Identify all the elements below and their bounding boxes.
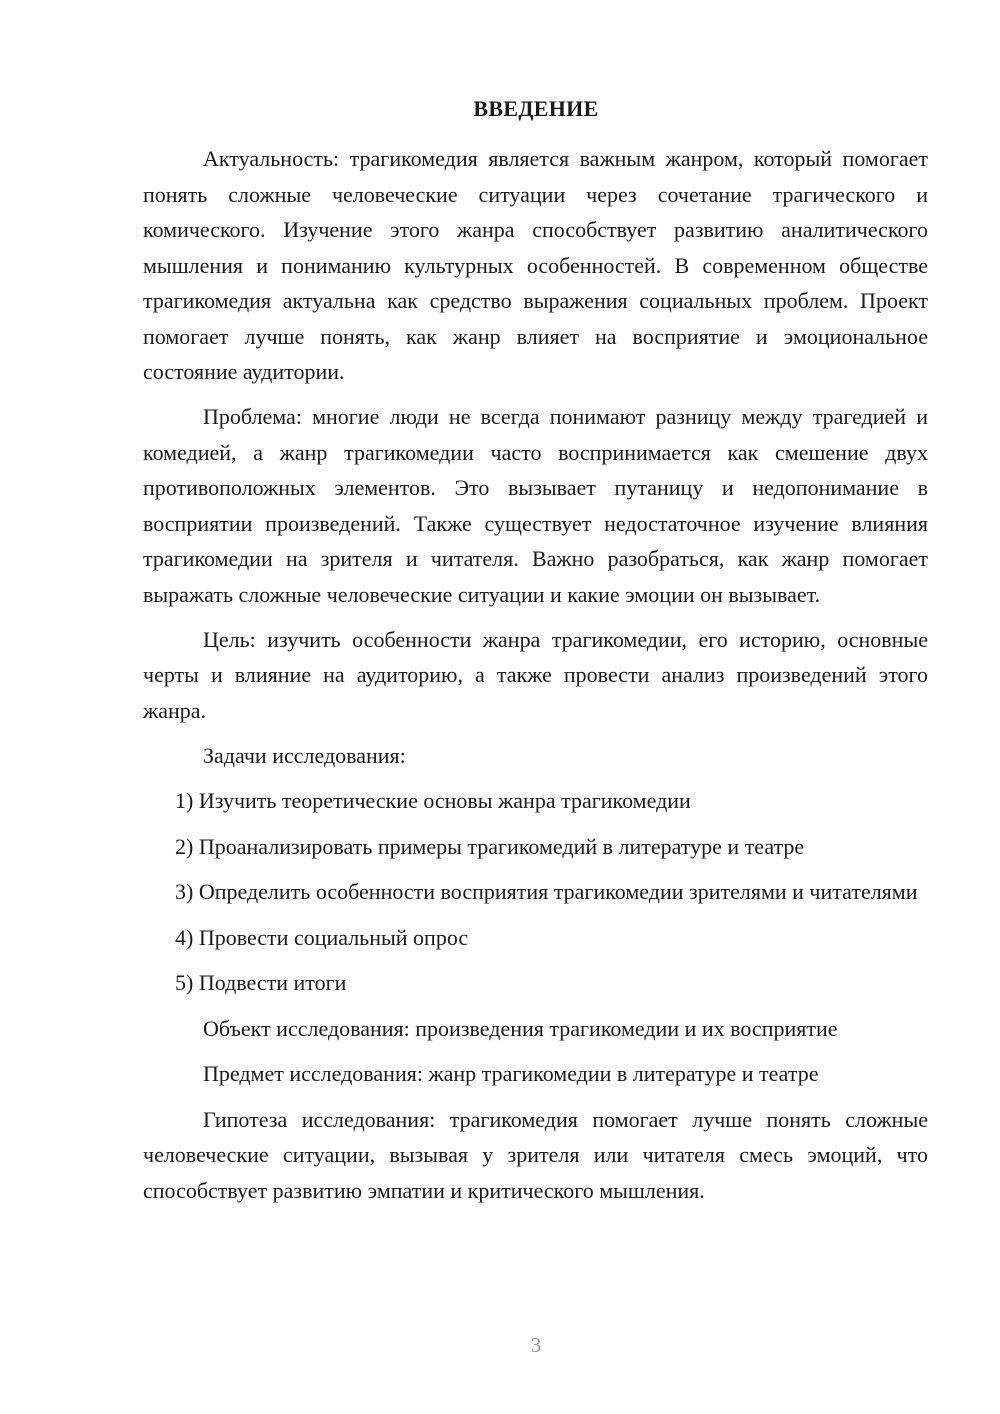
page-title: ВВЕДЕНИЕ: [473, 96, 599, 121]
task-item-5: 5) Подвести итоги: [175, 970, 347, 995]
research-subject: Предмет исследования: жанр трагикомедии в литературе и театре: [203, 1061, 819, 1086]
task-item-3: 3) Определить особенности восприятия трагикомедии зрителями и читателями: [175, 879, 918, 904]
tasks-heading: Задачи исследования:: [203, 742, 406, 768]
page-number: 3: [530, 1333, 542, 1357]
task-item-2: 2) Проанализировать примеры трагикомедий в литературе и театре: [175, 833, 805, 859]
task-item-4: 4) Провести социальный опрос: [175, 924, 469, 950]
goal-paragraph: Цель: изучить особенности жанра трагикомедии, его историю, основные черты и влияние на аудиторию, а также провести анализ произведений этого жанра.: [143, 626, 928, 723]
hypothesis-paragraph: Гипотеза исследования: трагикомедия помогает лучше понять сложные человеческие ситуации, вызывая у зрителя или читателя смесь эмоций, что способствует развитию эмпатии и критического мышления.: [143, 1106, 928, 1203]
problem-paragraph: Проблема: многие люди не всегда понимают разницу между трагедией и комедией, а жанр трагикомедии часто воспринимается как смешение двух противоположных элементов. Это вызывает путаницу и недопонимание в восприятии произведений. Также существует недостаточное изучение влияния трагикомедии на зрителя и читателя. Важно разобраться, как жанр помогает выражать сложные человеческие ситуации и какие эмоции он вызывает.: [143, 404, 928, 607]
relevance-paragraph: Актуальность: трагикомедия является важным жанром, который помогает понять сложные человеческие ситуации через сочетание трагического и комического. Изучение этого жанра способствует развитию аналитического мышления и пониманию культурных особенностей. В современном обществе трагикомедия актуальна как средство выражения социальных проблем. Проект помогает лучше понять, как жанр влияет на восприятие и эмоциональное состояние аудитории.: [143, 146, 928, 384]
research-object: Объект исследования: произведения трагикомедии и их восприятие: [203, 1015, 838, 1041]
document-body: [143, 141, 928, 1218]
task-item-1: 1) Изучить теоретические основы жанра трагикомедии: [175, 788, 691, 813]
